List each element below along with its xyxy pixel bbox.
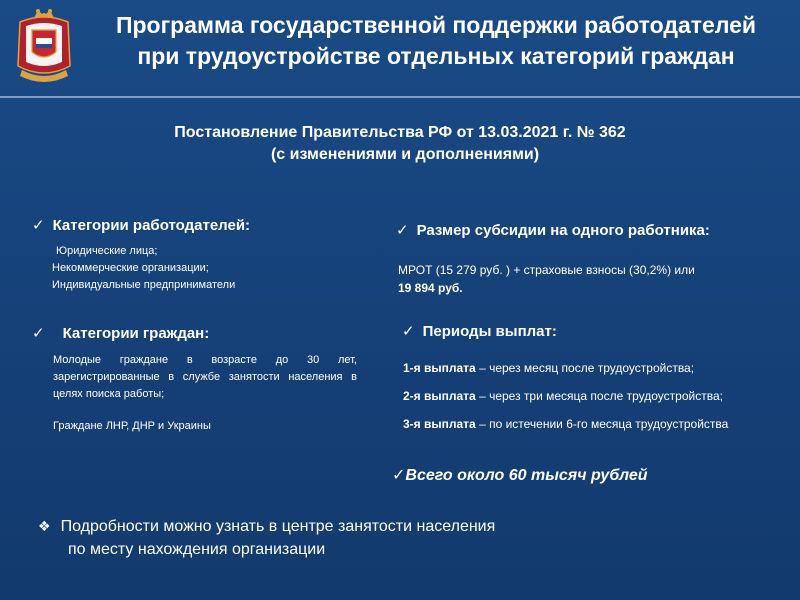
check-icon: ✓: [402, 323, 415, 340]
subsidy-heading: [396, 221, 710, 239]
total-amount-label: Всего около 60 тысяч рублей: [405, 467, 648, 484]
employer-item: Некоммерческие организации;: [52, 262, 209, 274]
payments-heading: [402, 322, 557, 340]
payment-text: – по истечении 6-го месяца трудоустройства: [475, 417, 729, 431]
employer-item: Индивидуальные предприниматели: [52, 279, 236, 291]
payments-heading-label: Периоды выплат:: [422, 323, 557, 340]
payment-text: – через три месяца после трудоустройства;: [475, 389, 723, 403]
coat-of-arms-icon: [14, 8, 74, 86]
subsidy-amount: 19 894 руб.: [398, 281, 463, 295]
diamond-bullet-icon: ❖: [38, 518, 51, 534]
payment-label: 3-я выплата: [403, 417, 476, 431]
payment-item: [403, 388, 723, 405]
footer-line-2: по месту нахождения организации: [68, 541, 326, 558]
citizens-text-regions: Граждане ЛНР, ДНР и Украины: [53, 420, 211, 432]
check-icon: ✓: [32, 217, 45, 234]
footer-line-1: Подробности можно узнать в центре занятости населения: [60, 518, 496, 535]
title-line-2: при трудоустройстве отдельных категорий граждан: [137, 43, 735, 69]
citizens-heading-label: Категории граждан:: [62, 325, 210, 342]
citizens-text-young: Молодые граждане в возрасте до 30 лет, зарегистрированные в службе занятости населения в целях поиска работы;: [53, 354, 357, 400]
total-amount: [392, 465, 648, 485]
check-icon: ✓: [396, 222, 409, 239]
decree-line-2: (с изменениями и дополнениями): [270, 146, 540, 163]
subsidy-text: МРОТ (15 279 руб. ) + страховые взносы (30,2%) или: [398, 263, 695, 277]
page-title: [86, 10, 786, 72]
citizens-heading: [32, 324, 209, 342]
decree-subtitle: [0, 122, 800, 166]
title-line-1: Программа государственной поддержки работодателей: [115, 12, 757, 38]
subsidy-heading-label: Размер субсидии на одного работника:: [416, 222, 710, 239]
payment-label: 1-я выплата: [403, 361, 476, 375]
payment-text: – через месяц после трудоустройства;: [475, 361, 695, 375]
employers-heading: [32, 216, 250, 234]
check-icon: ✓: [32, 325, 45, 342]
payment-item: [403, 360, 694, 377]
payment-item: [403, 416, 728, 433]
footer-note: [38, 515, 495, 561]
employer-item: Юридические лица;: [56, 245, 158, 257]
decree-line-1: Постановление Правительства РФ от 13.03.2021 г. № 362: [174, 124, 626, 141]
title-divider: [0, 96, 800, 98]
employers-heading-label: Категории работодателей:: [52, 217, 251, 234]
check-icon: ✓: [392, 467, 406, 484]
payment-label: 2-я выплата: [403, 389, 476, 403]
